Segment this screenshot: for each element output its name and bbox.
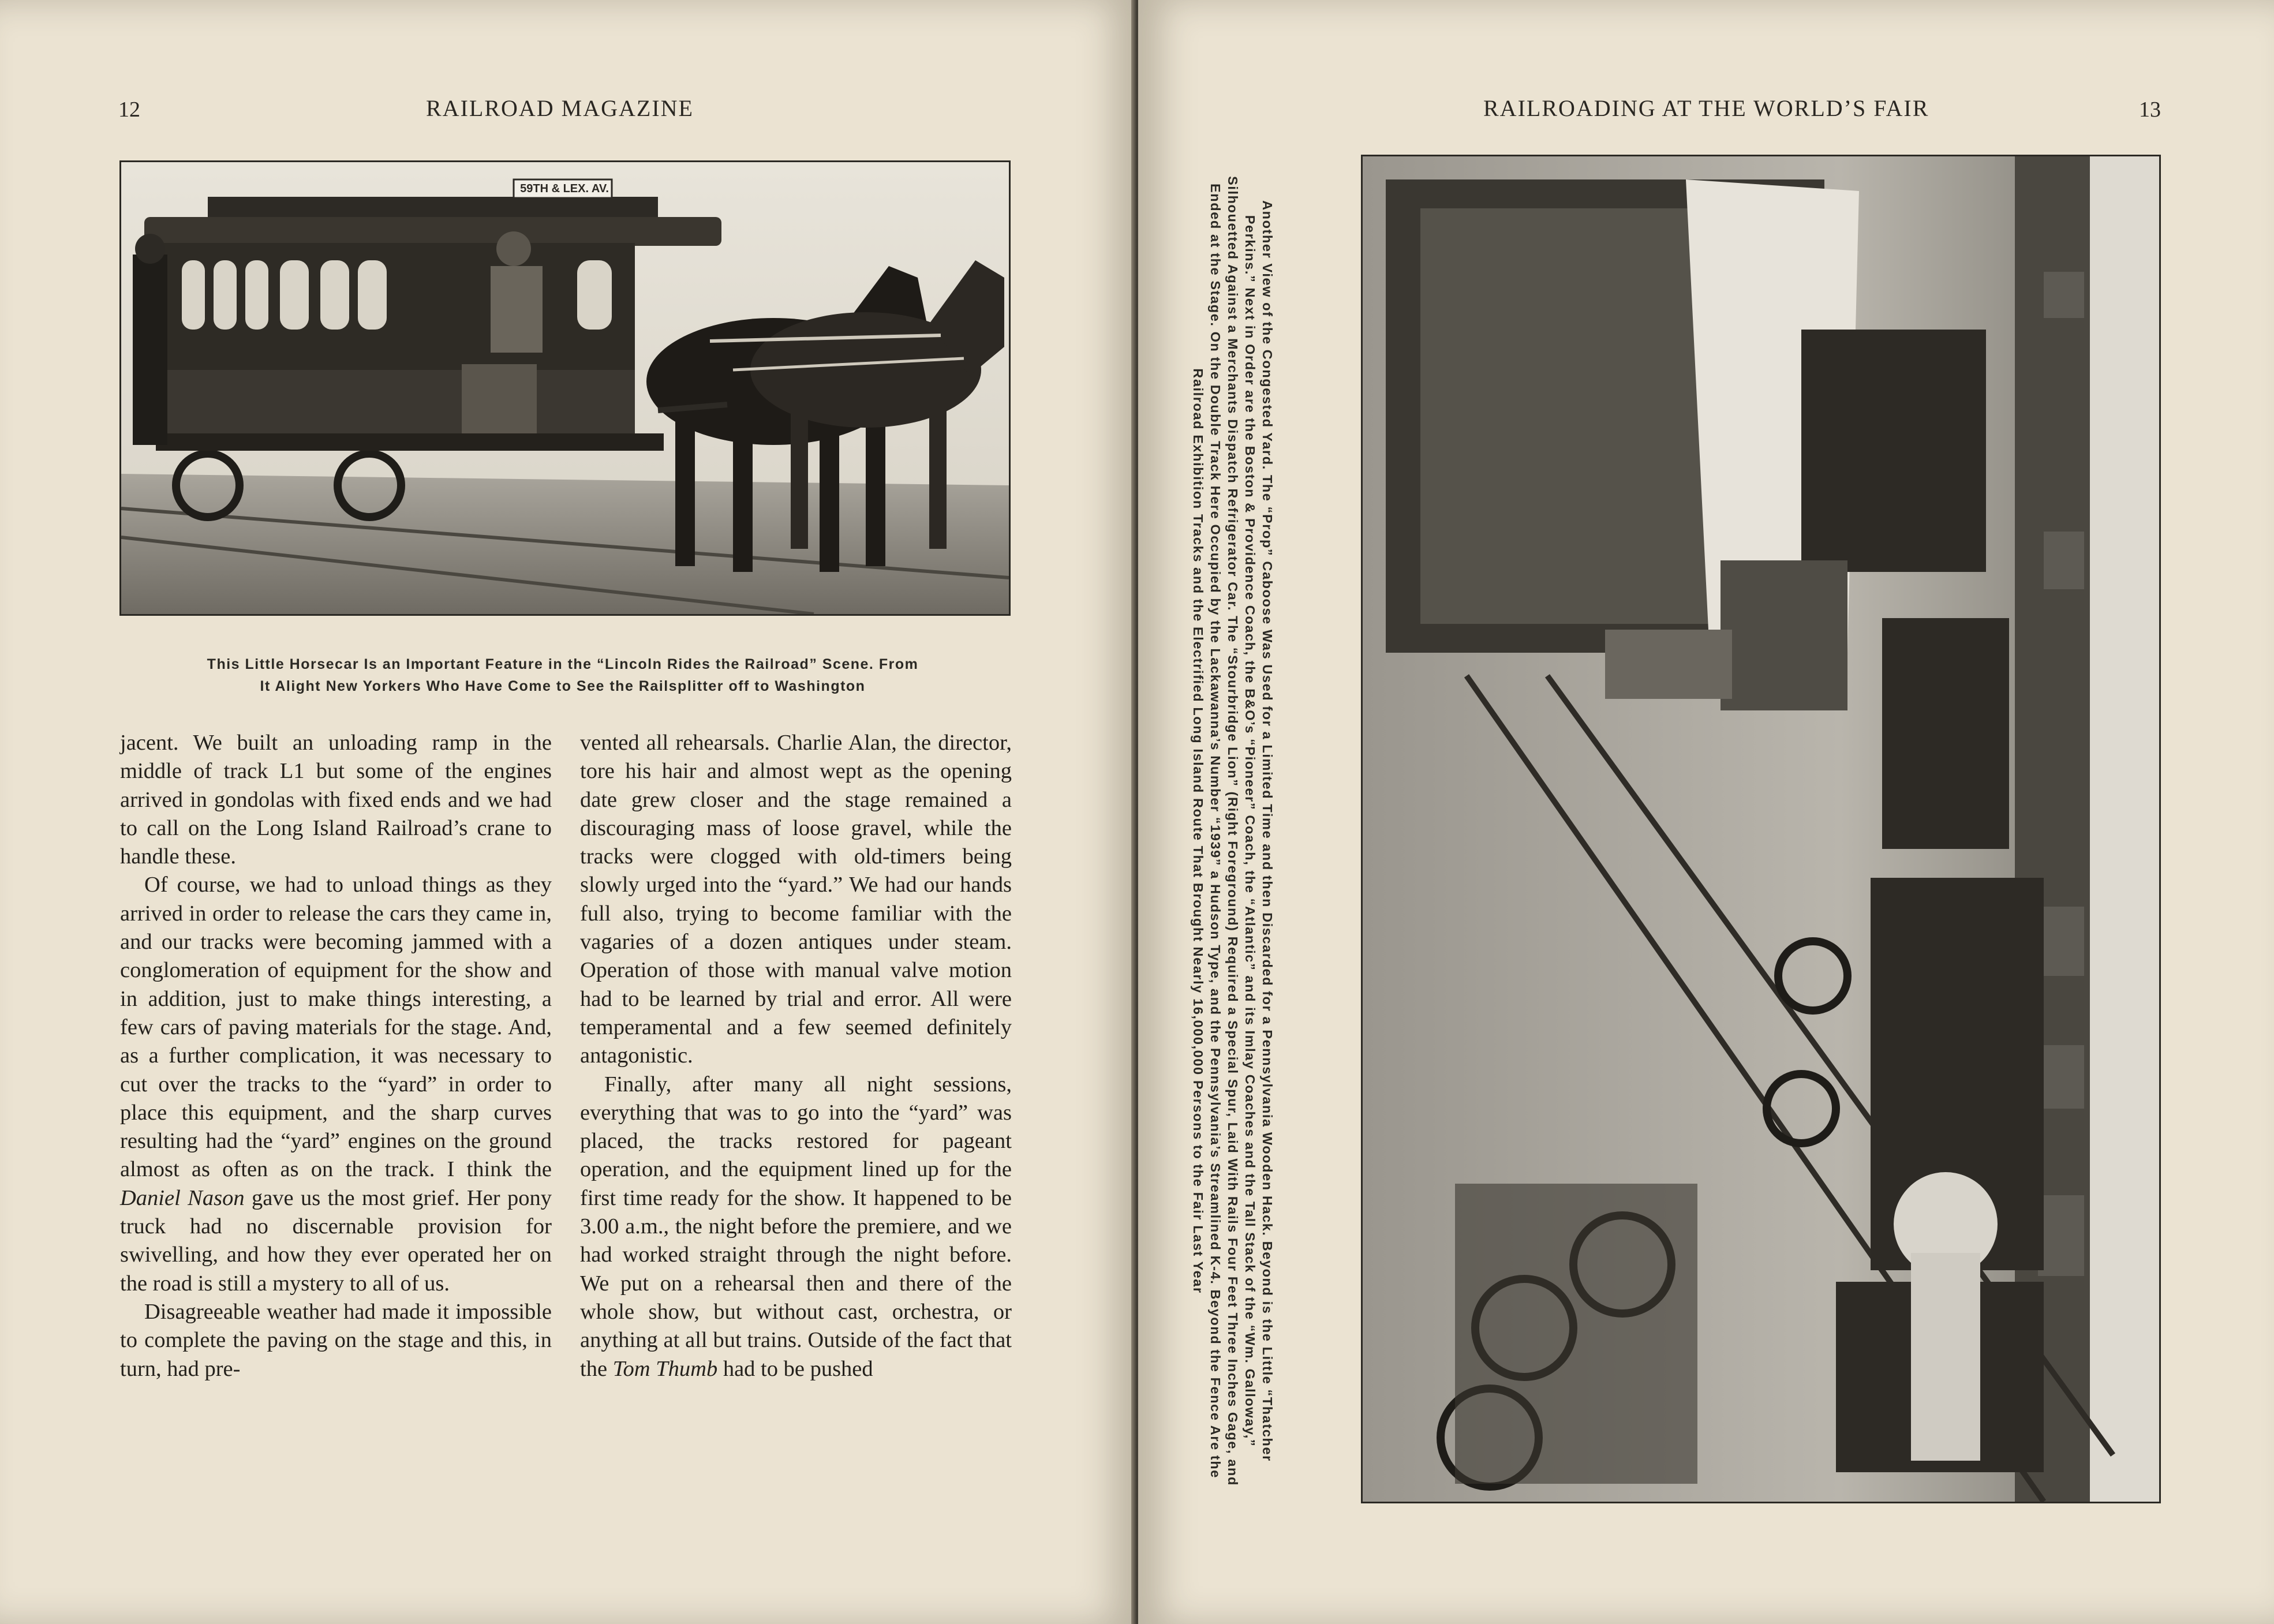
text-column-1 — [120, 729, 552, 1383]
paragraph: vented all rehearsals. Charlie Alan, the director, tore his hair and almost wept as the opening date grew closer and the stage remained a discouraging mass of loose gravel, while the tracks were clogged with old-timers being slowly urged into the “yard.” We had our hands full also, trying to become familiar with the vagaries of a dozen antiques under steam. Operation of those with manual valve motion had to be learned by trial and error. All were temperamental and a few seemed definitely antagonistic. — [580, 731, 1012, 1068]
horsecar-caption — [92, 653, 1033, 697]
locomotive-name: Tom Thumb — [612, 1356, 718, 1381]
left-page — [0, 0, 1136, 1624]
horsecar-photo-illustration — [121, 162, 1009, 614]
text-column-2 — [580, 729, 1012, 1383]
paragraph: Of course, we had to unload things as they arrived in order to release the cars they came in, and our tracks were becoming jammed with a conglomeration of equipment for the show and in addition, just to make things interesting, a few cars of paving materials for the stage. And, as a further complication, it was necessary to cut over the tracks to the “yard” in order to place this equipment, and the sharp curves resulting had the “yard” engines on the ground almost as often as on the track. I think the Daniel Nason gave us the most grief. Her pony truck had no discernable provision for swivelling, and how they ever operated her on the road is still a mystery to all of us. — [120, 873, 552, 1296]
yard-photo-illustration — [1363, 156, 2159, 1502]
paragraph: Finally, after many all night sessions, everything that was to go into the “yard” was placed, the tracks restored for pageant operation, and the equipment lined up for the first time ready for the show. It happened to be 3.00 a.m., the night before the premiere, and we had worked straight through the night before. We put on a rehearsal then and there of the whole show, but without cast, orchestra, or anything at all but trains. Outside of the fact that the Tom Thumb had to be pushed — [580, 1072, 1012, 1381]
locomotive-name: Daniel Nason — [120, 1185, 245, 1210]
running-head-right: RAILROADING AT THE WORLD’S FAIR — [1483, 95, 1929, 121]
caption-line-1: This Little Horsecar Is an Important Feature in the “Lincoln Rides the Railroad” Scene. From — [207, 656, 919, 672]
running-head-left: RAILROAD MAGAZINE — [426, 95, 694, 121]
yard-photo — [1361, 155, 2161, 1503]
paragraph: Disagreeable weather had made it impossible to complete the paving on the stage and this, in turn, had pre- — [120, 1299, 552, 1381]
yard-photo-caption: Another View of the Congested Yard. The “Prop” Caboose Was Used for a Limited Time and then Discarded for a Pennsylvania Wooden Hack. Beyond is the Little “Thatcher Perkins.” Next in Order are the Boston & Providence Coach, the B&O’s “Pioneer” Coach, the “Atlantic” and its Imlay Coaches and the Tall Stack of the “Wm. Galloway,” Silhouetted Against a Merchants Dispatch Refrigerator Car. The “Stourbridge Lion” (Right Foreground) Required a Special Spur, Laid With Rails Four Feet Three Inches Gage, and Ended at the Stage. On the Double Track Here Occupied by the Lackawanna’s Number “1939” a Hudson Type, and the Pennsylvania’s Streamlined K-4. Beyond the Fence Are the Railroad Exhibition Tracks and the Electrified Long Island Route That Brought Nearly 16,000,000 Persons to the Fair Last Year — [1191, 176, 1275, 1486]
car-sign: 59TH & LEX. AV. — [520, 182, 609, 195]
caption-line-2: It Alight New Yorkers Who Have Come to See the Railsplitter off to Washington — [260, 678, 866, 694]
right-page — [1138, 0, 2274, 1624]
horsecar-photo — [119, 160, 1011, 616]
page-number-right: 13 — [2139, 98, 2161, 122]
paragraph: jacent. We built an unloading ramp in the middle of track L1 but some of the engines arrived in gondolas with fixed ends and we had to call on the Long Island Railroad’s crane to handle these. — [120, 731, 552, 869]
page-number-left: 12 — [118, 98, 140, 122]
